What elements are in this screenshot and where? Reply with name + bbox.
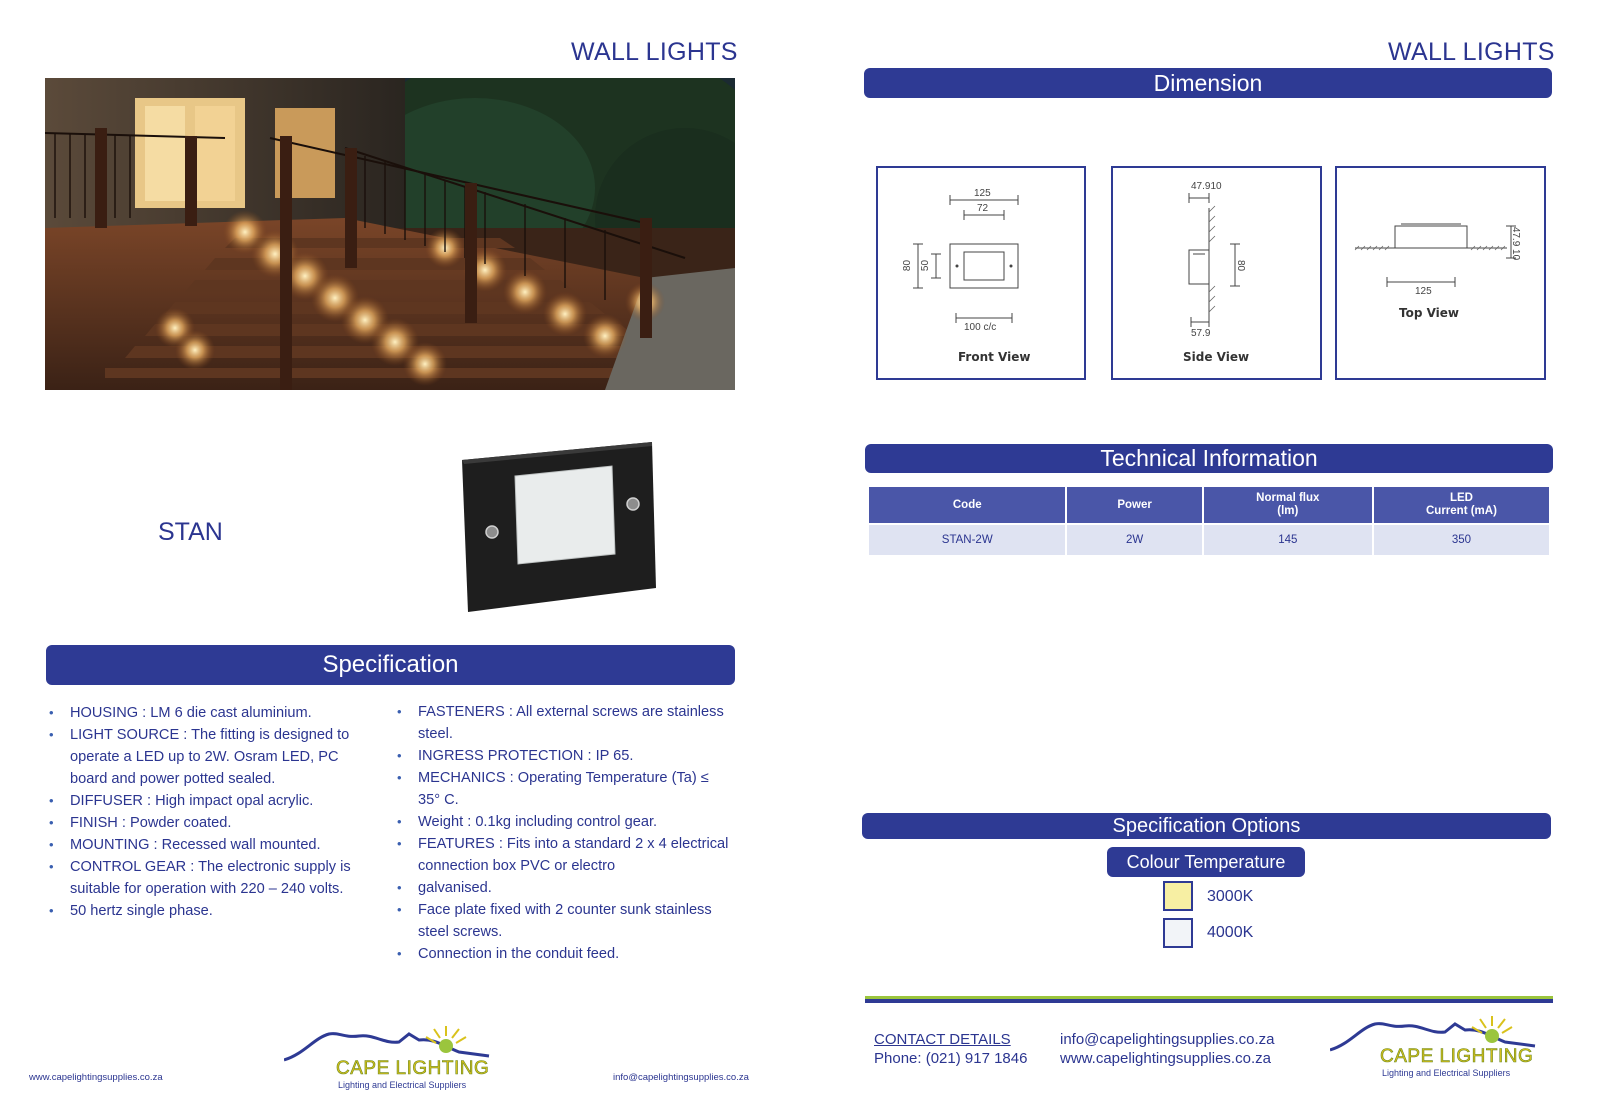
colour-option-3000k: 3000K (1207, 888, 1254, 905)
logo-tagline-right: Lighting and Electrical Suppliers (1382, 1068, 1511, 1078)
spec-item: • MOUNTING : Recessed wall mounted. (46, 834, 376, 856)
table-cell: 350 (1373, 524, 1550, 555)
front-dim-height-outer: 80 (902, 259, 914, 272)
footer-email-link[interactable]: info@capelightingsupplies.co.za (613, 1072, 749, 1083)
top-dim-depth: 47.9 10 (1510, 226, 1522, 261)
colour-temperature-label: Colour Temperature (1107, 847, 1305, 877)
colour-option-4000k: 4000K (1207, 924, 1254, 941)
contact-phone[interactable]: Phone: (021) 917 1846 (874, 1050, 1028, 1067)
spec-item: • LIGHT SOURCE : The fitting is designed to operate a LED up to 2W. Osram LED, PC board and power potted sealed. (46, 724, 376, 790)
contact-heading: CONTACT DETAILS (874, 1031, 1011, 1048)
front-view-drawing (878, 168, 1084, 378)
contact-email-link[interactable]: info@capelightingsupplies.co.za (1060, 1031, 1275, 1048)
table-header-text: Code (952, 498, 982, 511)
table-cell: 2W (1066, 524, 1202, 555)
right-page-title: WALL LIGHTS (1388, 38, 1555, 66)
table-cell: STAN-2W (869, 524, 1066, 555)
footer-website-link[interactable]: www.capelightingsupplies.co.za (29, 1072, 163, 1083)
spec-item: • HOUSING : LM 6 die cast aluminium. (46, 702, 376, 724)
front-dim-width-outer: 125 (974, 188, 991, 199)
front-dim-cc: 100 c/c (964, 322, 997, 333)
technical-table (869, 487, 1551, 555)
table-header-text: LED (1449, 492, 1473, 504)
top-view-panel (1335, 166, 1546, 380)
specification-list-right (394, 701, 729, 965)
table-header-text: (lm) (1277, 505, 1299, 517)
side-dim-top: 47.910 (1191, 181, 1222, 192)
logo-name: CAPE LIGHTING (336, 1058, 490, 1079)
contact-website-link[interactable]: www.capelightingsupplies.co.za (1060, 1050, 1271, 1067)
front-dim-height-inner: 50 (920, 259, 932, 272)
table-header-row (869, 487, 1550, 524)
spec-item: • FASTENERS : All external screws are stainless steel. (394, 701, 729, 745)
top-view-drawing (1337, 168, 1544, 378)
spec-item: • 50 hertz single phase. (46, 900, 376, 922)
logo-tagline: Lighting and Electrical Suppliers (338, 1080, 467, 1090)
spec-item: • Weight : 0.1kg including control gear. (394, 811, 729, 833)
table-header-cell (869, 487, 1066, 524)
side-view-panel (1111, 166, 1322, 380)
technical-information-bar: Technical Information (865, 444, 1553, 473)
side-view-drawing (1113, 168, 1320, 378)
cape-lighting-logo-right (1330, 1014, 1540, 1084)
spec-item: • FEATURES : Fits into a standard 2 x 4 electrical connection box PVC or electro (394, 833, 729, 877)
table-header-cell (1066, 487, 1202, 524)
spec-item: • INGRESS PROTECTION : IP 65. (394, 745, 729, 767)
specification-options-bar: Specification Options (862, 813, 1551, 839)
spec-item: • Connection in the conduit feed. (394, 943, 729, 965)
product-name: STAN (158, 518, 223, 546)
table-cell: 145 (1203, 524, 1373, 555)
table-header-text: Power (1117, 498, 1152, 511)
spec-item: • FINISH : Powder coated. (46, 812, 376, 834)
logo-name-right: CAPE LIGHTING (1380, 1046, 1534, 1067)
spec-item: • MECHANICS : Operating Temperature (Ta) ≤ 35° C. (394, 767, 729, 811)
spec-item: • CONTROL GEAR : The electronic supply is suitable for operation with 220 – 240 volts. (46, 856, 376, 900)
left-page-title: WALL LIGHTS (571, 38, 738, 66)
top-view-label: Top View (1399, 306, 1460, 320)
product-image (460, 436, 660, 621)
table-header-cell (1373, 487, 1550, 524)
deck-stairs-photo (45, 78, 735, 390)
table-header-text: Current (mA) (1426, 505, 1497, 517)
dimension-bar: Dimension (864, 68, 1552, 98)
table-row (869, 524, 1550, 555)
spec-item: • galvanised. (394, 877, 729, 899)
side-dim-bottom: 57.9 (1191, 328, 1211, 339)
swatch-3000k (1163, 881, 1193, 911)
side-view-label: Side View (1183, 350, 1250, 364)
footer-divider-blue (865, 999, 1553, 1003)
spec-item: • Face plate fixed with 2 counter sunk stainless steel screws. (394, 899, 729, 943)
cape-lighting-logo (284, 1024, 494, 1092)
front-view-panel (876, 166, 1086, 380)
front-view-label: Front View (958, 350, 1031, 364)
front-dim-width-inner: 72 (977, 203, 989, 214)
swatch-4000k (1163, 918, 1193, 948)
side-dim-height: 80 (1235, 259, 1247, 272)
specification-bar: Specification (46, 645, 735, 685)
top-dim-width: 125 (1415, 286, 1432, 297)
specification-list-left (46, 702, 376, 922)
table-header-text: Normal flux (1256, 492, 1320, 504)
table-header-cell (1203, 487, 1373, 524)
spec-item: • DIFFUSER : High impact opal acrylic. (46, 790, 376, 812)
